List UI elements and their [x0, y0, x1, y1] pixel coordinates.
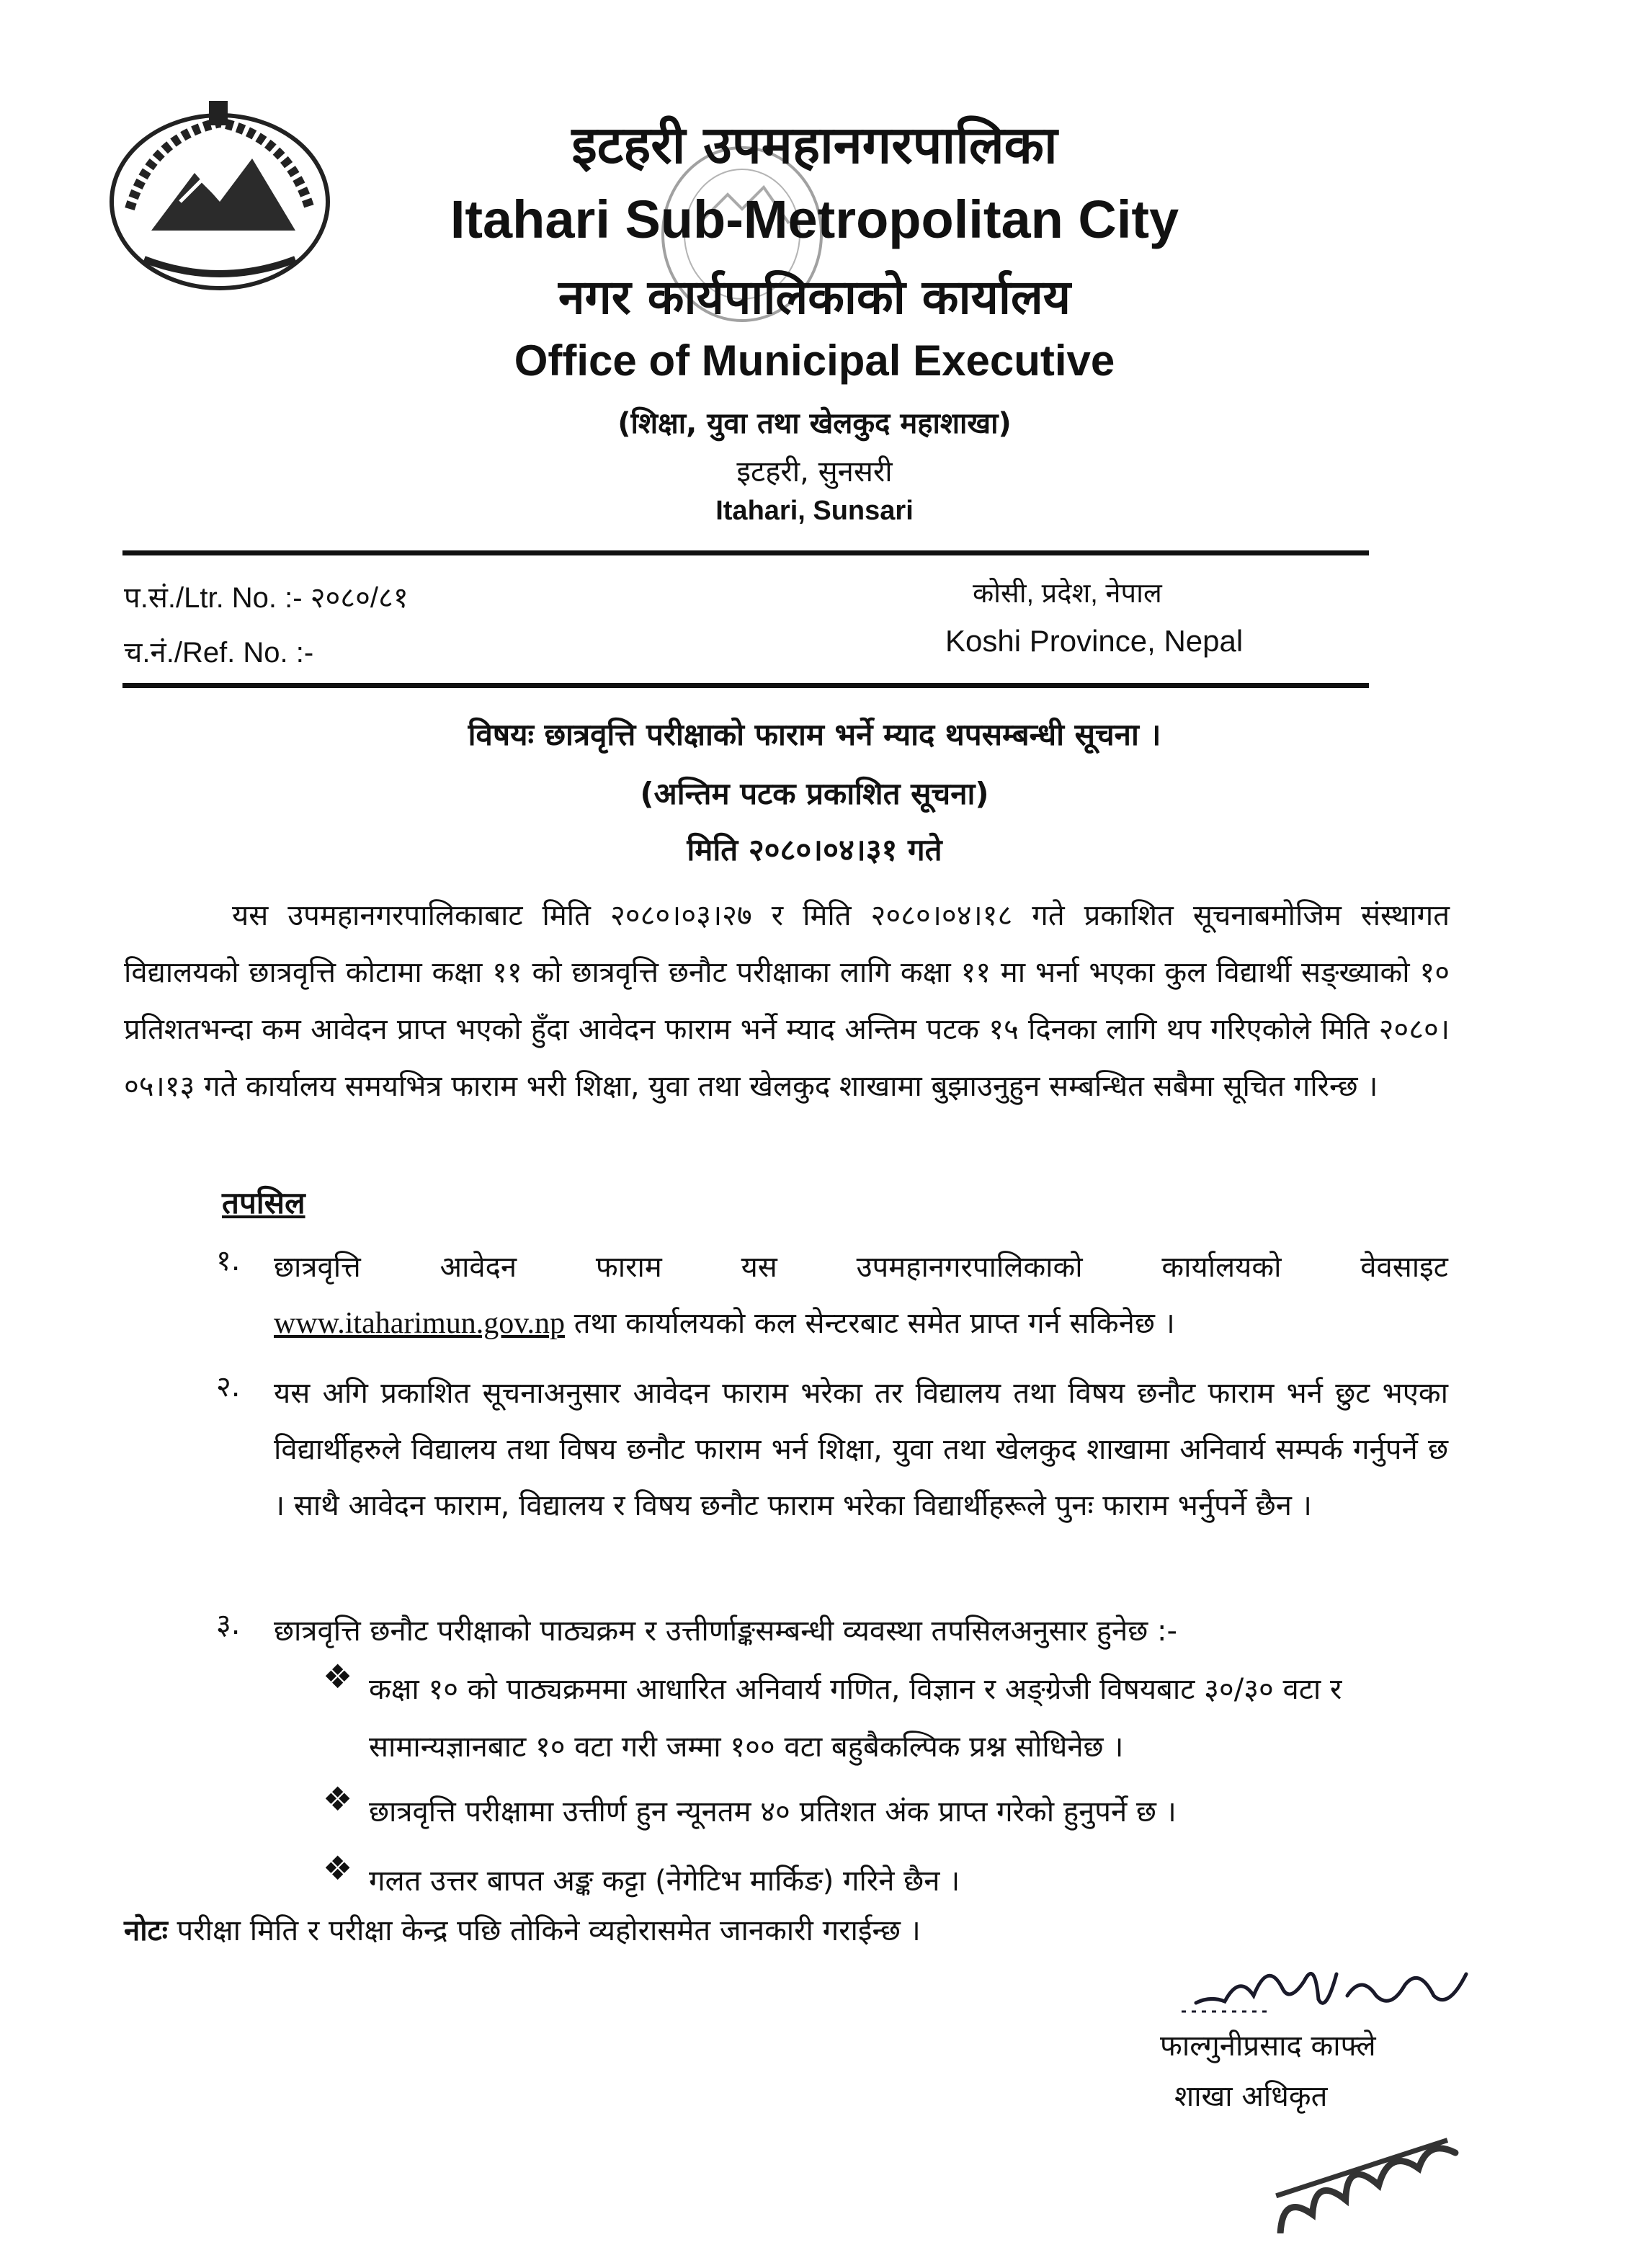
item-1-rest: तथा कार्यालयको कल सेन्टरबाट समेत प्राप्त गर्न सकिनेछ ।	[564, 1307, 1175, 1340]
item-2-number: २.	[216, 1370, 241, 1403]
item-1-line-2	[274, 1295, 1448, 1352]
reference-number: च.नं./Ref. No. :-	[124, 637, 314, 669]
subject-subtitle: (अन्तिम पटक प्रकाशित सूचना)	[640, 776, 989, 811]
province-np: कोसी, प्रदेश, नेपाल	[973, 579, 1162, 609]
note-text: परीक्षा मिति र परीक्षा केन्द्र पछि तोकिने व्यहोरासमेत जानकारी गराईन्छ ।	[167, 1914, 921, 1947]
main-paragraph	[124, 888, 1450, 1115]
bullet-item: कक्षा १० को पाठ्यक्रममा आधारित अनिवार्य गणित, विज्ञान र अङ्ग्रेजी विषयबाट ३०/३० वटा र सामान्यज्ञानबाट १० वटा गरी जम्मा १०० वटा बहुबैकल्पिक प्रश्न सोधिनेछ ।	[369, 1673, 1342, 1764]
address-np: इटहरी, सुनसरी	[736, 455, 893, 488]
note	[124, 1909, 921, 1949]
item-3-text: छात्रवृत्ति छनौट परीक्षाको पाठ्यक्रम र उत्तीर्णाङ्कसम्बन्धी व्यवस्था तपसिलअनुसार हुनेछ :-	[274, 1615, 1177, 1648]
item-1-word: कार्यालयको	[1161, 1251, 1282, 1284]
note-label: नोटः	[124, 1914, 168, 1947]
notice-date: मिति २०८०।०४।३१ गते	[687, 832, 942, 867]
diamond-bullet-icon: ❖	[323, 1657, 353, 1696]
office-name-np: नगर कार्यपालिकाको कार्यालय	[558, 269, 1071, 325]
item-1-word: आवेदन	[439, 1251, 517, 1284]
office-name-en: Office of Municipal Executive	[514, 336, 1115, 385]
bullet-item: गलत उत्तर बापत अङ्क कट्टा (नेगेटिभ मार्किङ) गरिने छैन ।	[369, 1865, 960, 1898]
diamond-bullet-icon: ❖	[323, 1849, 353, 1888]
main-paragraph-text: यस उपमहानगरपालिकाबाट मिति २०८०।०३।२७ र मिति २०८०।०४।१८ गते प्रकाशित सूचनाबमोजिम संस्थागत विद्यालयको छात्रवृत्ति कोटामा कक्षा ११ को छात्रवृत्ति छनौट परीक्षाका लागि कक्षा ११ मा भर्ना भएका कुल विद्यार्थी सङ्ख्याको १० प्रतिशतभन्दा कम आवेदन प्राप्त भएको हुँदा आवेदन फाराम भर्ने म्याद अन्तिम पटक १५ दिनका लागि थप गरिएकोले मिति २०८०।०५।१३ गते कार्यालय समयभित्र फाराम भरी शिक्षा, युवा तथा खेलकुद शाखामा बुझाउनुहुन सम्बन्धित सबैमा सूचित गरिन्छ ।	[124, 899, 1450, 1103]
item-1-word: फाराम	[595, 1251, 662, 1284]
item-3-number: ३.	[216, 1608, 241, 1641]
item-2-text: यस अगि प्रकाशित सूचनाअनुसार आवेदन फाराम भरेका तर विद्यालय तथा विषय छनौट फाराम भर्न छुट भएका विद्यार्थीहरुले विद्यालय तथा विषय छनौट फाराम भर्न शिक्षा, युवा तथा खेलकुद शाखामा अनिवार्य सम्पर्क गर्नुपर्ने छ । साथै आवेदन फाराम, विद्यालय र विषय छनौट फाराम भरेका विद्यार्थीहरूले पुनः फाराम भर्नुपर्ने छैन ।	[274, 1377, 1448, 1522]
municipality-name-np: इटहरी उपमहानगरपालिका	[571, 115, 1058, 175]
item-1-word: यस	[741, 1251, 777, 1284]
item-1-word: छात्रवृत्ति	[274, 1251, 361, 1284]
item-1	[274, 1239, 1448, 1352]
subject-line: विषयः छात्रवृत्ति परीक्षाको फाराम भर्ने म्याद थपसम्बन्धी सूचना ।	[468, 717, 1161, 752]
item-1-number: १.	[216, 1244, 241, 1277]
item-1-line-1	[274, 1239, 1448, 1295]
signatory-title: शाखा अधिकृत	[1174, 2080, 1328, 2113]
details-heading: तपसिल	[222, 1185, 305, 1220]
header-divider-top	[122, 550, 1369, 555]
division-name-np: (शिक्षा, युवा तथा खेलकुद महाशाखा)	[617, 407, 1012, 440]
item-1-word: उपमहानगरपालिकाको	[856, 1251, 1083, 1284]
address-en: Itahari, Sunsari	[715, 496, 914, 526]
letter-number: प.सं./Ltr. No. :- २०८०/८१	[124, 582, 409, 614]
municipality-name-en: Itahari Sub-Metropolitan City	[450, 189, 1179, 249]
bullet-item: छात्रवृत्ति परीक्षामा उत्तीर्ण हुन न्यूनतम ४० प्रतिशत अंक प्राप्त गरेको हुनुपर्ने छ ।	[369, 1795, 1177, 1829]
province-en: Koshi Province, Nepal	[945, 624, 1244, 658]
officer-rubber-stamp	[1246, 2125, 1477, 2233]
header-divider-bottom	[122, 683, 1369, 688]
diamond-bullet-icon: ❖	[323, 1780, 353, 1818]
item-1-word: वेवसाइट	[1360, 1251, 1448, 1284]
handwritten-signature	[1182, 1945, 1484, 2024]
website-link[interactable]: www.itaharimun.gov.np	[274, 1307, 565, 1340]
signatory-name: फाल्गुनीप्रसाद काफ्ले	[1160, 2030, 1376, 2063]
